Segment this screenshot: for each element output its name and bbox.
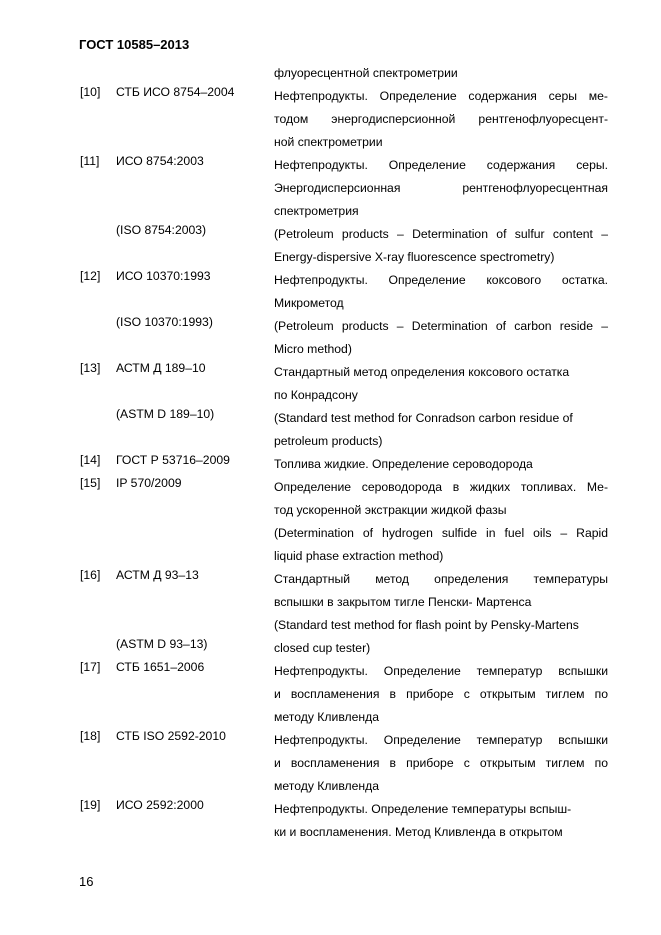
- reference-code: СТБ ИСО 8754–2004: [116, 85, 235, 99]
- reference-title: [274, 407, 608, 453]
- reference-title: [274, 85, 608, 154]
- document-header: ГОСТ 10585–2013: [79, 37, 190, 52]
- text-line: методу Кливленда: [274, 779, 380, 793]
- reference-code: (ISO 10370:1993): [116, 315, 213, 329]
- reference-code: ГОСТ Р 53716–2009: [116, 453, 230, 467]
- reference-number: [18]: [80, 729, 101, 743]
- text-line: Micro method): [274, 342, 352, 356]
- page-number: 16: [79, 874, 94, 889]
- text-line: Энергодисперсионная рентгенофлуоресцентная: [274, 181, 608, 195]
- reference-code: IP 570/2009: [116, 476, 182, 490]
- reference-title: [274, 223, 608, 269]
- text-line: liquid phase extraction method): [274, 549, 444, 563]
- text-line: (Standard test method for flash point by Pensky-Martens: [274, 618, 579, 632]
- text-line: (Petroleum products – Determination of carbon reside –: [274, 319, 608, 333]
- reference-number: [14]: [80, 453, 101, 467]
- reference-number: [16]: [80, 568, 101, 582]
- text-line: Energy-dispersive X-ray fluorescence spectrometry): [274, 250, 555, 264]
- text-line: closed cup tester): [274, 641, 371, 655]
- text-line: тод ускоренной экстракции жидкой фазы: [274, 503, 507, 517]
- reference-title: [274, 660, 608, 729]
- reference-number: [11]: [80, 154, 100, 168]
- text-line: Стандартный метод определения температуры: [274, 572, 608, 586]
- text-line: по Конрадсону: [274, 388, 358, 402]
- reference-code: ИСО 8754:2003: [116, 154, 204, 168]
- text-line: Нефтепродукты. Определение температур вспышки: [274, 664, 608, 678]
- reference-title: [274, 798, 608, 844]
- reference-code: СТБ ISO 2592-2010: [116, 729, 226, 743]
- text-line: Стандартный метод определения коксового остатка: [274, 365, 570, 379]
- text-line: Определение сероводорода в жидких топливах. Ме-: [274, 480, 608, 494]
- reference-code: АСТМ Д 93–13: [116, 568, 199, 582]
- text-line: (Petroleum products – Determination of sulfur content –: [274, 227, 608, 241]
- reference-code: АСТМ Д 189–10: [116, 361, 206, 375]
- reference-title: [274, 568, 608, 660]
- reference-code: (ASTM D 93–13): [116, 637, 208, 651]
- reference-number: [17]: [80, 660, 101, 674]
- reference-title: [274, 269, 608, 315]
- text-line: флуоресцентной спектрометрии: [274, 66, 458, 80]
- reference-title: [274, 476, 608, 568]
- reference-title: [274, 154, 608, 223]
- text-line: Нефтепродукты. Определение содержания серы.: [274, 158, 608, 172]
- text-line: (Determination of hydrogen sulfide in fuel oils – Rapid: [274, 526, 608, 540]
- text-line: методу Кливленда: [274, 710, 380, 724]
- text-line: Топлива жидкие. Определение сероводорода: [274, 457, 533, 471]
- reference-title: [274, 315, 608, 361]
- text-line: Нефтепродукты. Определение содержания серы ме-: [274, 89, 608, 103]
- reference-title: [274, 453, 608, 476]
- text-line: Нефтепродукты. Определение температур вспышки: [274, 733, 608, 747]
- text-line: вспышки в закрытом тигле Пенски- Мартенса: [274, 595, 532, 609]
- reference-code: ИСО 2592:2000: [116, 798, 204, 812]
- reference-code: (ISO 8754:2003): [116, 223, 207, 237]
- reference-number: [15]: [80, 476, 101, 490]
- text-line: спектрометрия: [274, 204, 359, 218]
- text-line: ной спектрометрии: [274, 135, 383, 149]
- reference-number: [19]: [80, 798, 101, 812]
- reference-title: [274, 729, 608, 798]
- reference-code: СТБ 1651–2006: [116, 660, 205, 674]
- text-line: Нефтепродукты. Определение коксового остатка.: [274, 273, 608, 287]
- reference-code: ИСО 10370:1993: [116, 269, 211, 283]
- text-line: Микрометод: [274, 296, 344, 310]
- text-line: и воспламенения в приборе с открытым тиглем по: [274, 687, 608, 701]
- text-line: Нефтепродукты. Определение температуры вспыш-: [274, 802, 572, 816]
- continuation-text: [274, 62, 608, 85]
- reference-code: (ASTM D 189–10): [116, 407, 215, 421]
- text-line: ки и воспламенения. Метод Кливленда в открытом: [274, 825, 563, 839]
- text-line: тодом энергодисперсионной рентгенофлуоресцент-: [274, 112, 608, 126]
- reference-title: [274, 361, 608, 407]
- text-line: petroleum products): [274, 434, 383, 448]
- reference-number: [12]: [80, 269, 101, 283]
- text-line: и воспламенения в приборе с открытым тиглем по: [274, 756, 608, 770]
- reference-number: [10]: [80, 85, 101, 99]
- reference-number: [13]: [80, 361, 101, 375]
- text-line: (Standard test method for Conradson carbon residue of: [274, 411, 573, 425]
